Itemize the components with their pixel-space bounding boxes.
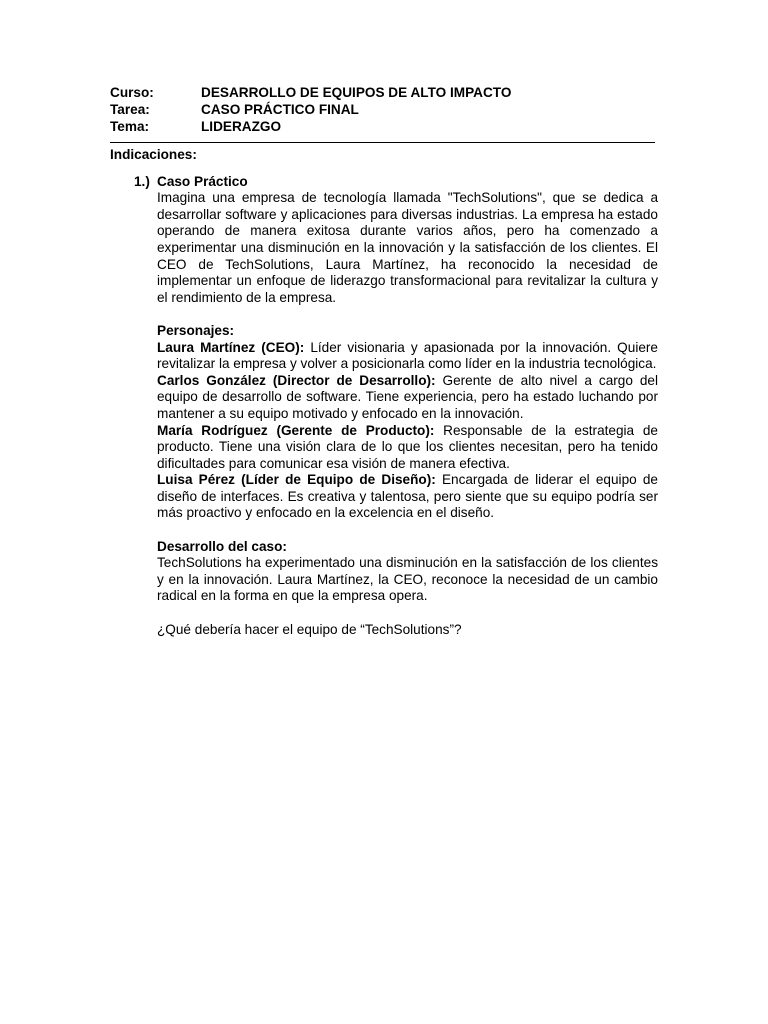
header-value: CASO PRÁCTICO FINAL: [201, 102, 359, 117]
header-row-tarea: [110, 102, 658, 119]
header-row-curso: [110, 85, 658, 102]
character-name: Laura Martínez (CEO):: [157, 339, 305, 355]
character-description: Líder visionaria y apasionada por la innovación. Quiere revitalizar la empresa y volver a posicionarla como líder en la industria tecnológica.: [157, 339, 658, 372]
header-label: Tema:: [110, 119, 150, 134]
character-name: Luisa Pérez (Líder de Equipo de Diseño):: [157, 472, 436, 488]
character-entry: [157, 472, 658, 522]
spacer: [157, 522, 658, 539]
list-item: [110, 174, 658, 639]
character-entry: [157, 423, 658, 473]
spacer: [157, 306, 658, 323]
intro-paragraph: Imagina una empresa de tecnología llamada "TechSolutions", que se dedica a desarrollar software y aplicaciones para diversas industrias. La empresa ha estado operando de manera exitosa durante varios años, pero ha comenzado a experimentar una disminución en la innovación y la satisfacción de los clientes. El CEO de TechSolutions, Laura Martínez, ha reconocido la necesidad de implementar un enfoque de liderazgo transformacional para revitalizar la cultura y el rendimiento de la empresa.: [157, 190, 658, 305]
item-number: 1.): [134, 173, 150, 189]
character-description: Encargada de liderar el equipo de diseño de interfaces. Es creativa y talentosa, pero siente que su equipo podría ser más proactivo y enfocado en la excelencia en el diseño.: [157, 472, 658, 521]
document: [110, 85, 658, 638]
character-description: Responsable de la estrategia de producto. Tiene una visión clara de lo que los clientes necesitan, pero ha tenido dificultades para comunicar esa visión de manera efectiva.: [157, 422, 658, 471]
header-label: Tarea:: [110, 102, 150, 117]
personajes-heading: Personajes:: [157, 322, 235, 338]
header-value: DESARROLLO DE EQUIPOS DE ALTO IMPACTO: [201, 85, 512, 100]
item-title: Caso Práctico: [157, 173, 248, 189]
character-entry: [157, 340, 658, 373]
spacer: [157, 605, 658, 622]
header-label: Curso:: [110, 85, 154, 100]
header-value: LIDERAZGO: [201, 119, 282, 134]
desarrollo-heading: Desarrollo del caso:: [157, 538, 287, 554]
final-question: ¿Qué debería hacer el equipo de “TechSolutions”?: [157, 621, 462, 637]
divider-line: [110, 142, 655, 143]
character-name: María Rodríguez (Gerente de Producto):: [157, 422, 435, 438]
item-body: [157, 174, 658, 639]
character-description: Gerente de alto nivel a cargo del equipo de desarrollo de software. Tiene experiencia, pero ha estado luchando por mantener a su equipo motivado y enfocado en la innovación.: [157, 372, 658, 421]
character-entry: [157, 373, 658, 423]
character-name: Carlos González (Director de Desarrollo):: [157, 372, 436, 388]
desarrollo-paragraph: TechSolutions ha experimentado una disminución en la satisfacción de los clientes y en la innovación. Laura Martínez, la CEO, reconoce la necesidad de un cambio radical en la forma en que la empresa opera.: [157, 555, 658, 604]
header-row-tema: [110, 119, 658, 136]
indicaciones-heading: Indicaciones:: [110, 147, 197, 162]
